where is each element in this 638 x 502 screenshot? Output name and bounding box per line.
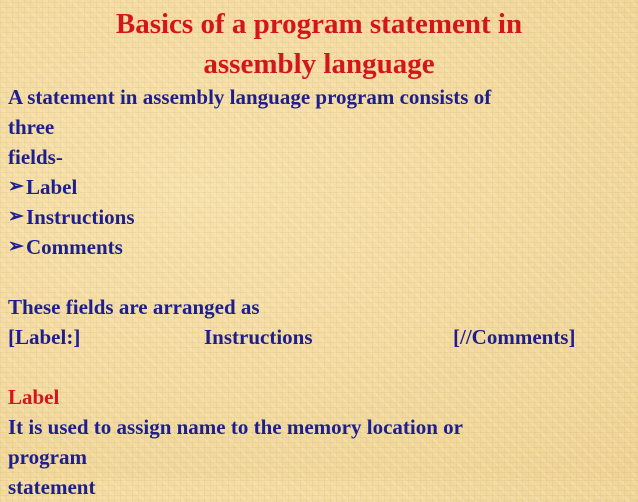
arrow-bullet-icon: ➢: [8, 176, 24, 197]
bullet-label: Instructions: [26, 205, 135, 229]
bullet-label: Label: [26, 175, 78, 199]
intro-line-1: A statement in assembly language program consists of: [8, 85, 492, 109]
arranged-intro: These fields are arranged as: [8, 295, 260, 319]
slide-body: [8, 82, 633, 502]
field-comments-text: [//Comments]: [453, 325, 576, 349]
arrow-bullet-icon: ➢: [8, 206, 24, 227]
arrow-bullet-icon: ➢: [8, 236, 24, 257]
title-line-2: assembly language: [203, 48, 435, 80]
bullet-item: [8, 232, 633, 262]
bullet-label: Comments: [26, 235, 123, 259]
label-desc-line-3: statement: [8, 475, 96, 499]
label-heading: Label: [8, 385, 60, 409]
title-line-1: Basics of a program statement in: [115, 8, 523, 40]
bullet-item: [8, 172, 633, 202]
intro-line-3: fields-: [8, 145, 63, 169]
field-instructions-text: Instructions: [204, 325, 313, 349]
intro-line-2: three: [8, 115, 55, 139]
spacer: [8, 352, 633, 382]
fields-format-row: [8, 322, 633, 352]
bullet-item: [8, 202, 633, 232]
spacer: [8, 262, 633, 292]
label-desc-line-1: It is used to assign name to the memory location or: [8, 415, 463, 439]
slide-title: [0, 4, 638, 84]
label-desc-line-2: program: [8, 445, 87, 469]
field-label-text: [Label:]: [8, 325, 81, 349]
